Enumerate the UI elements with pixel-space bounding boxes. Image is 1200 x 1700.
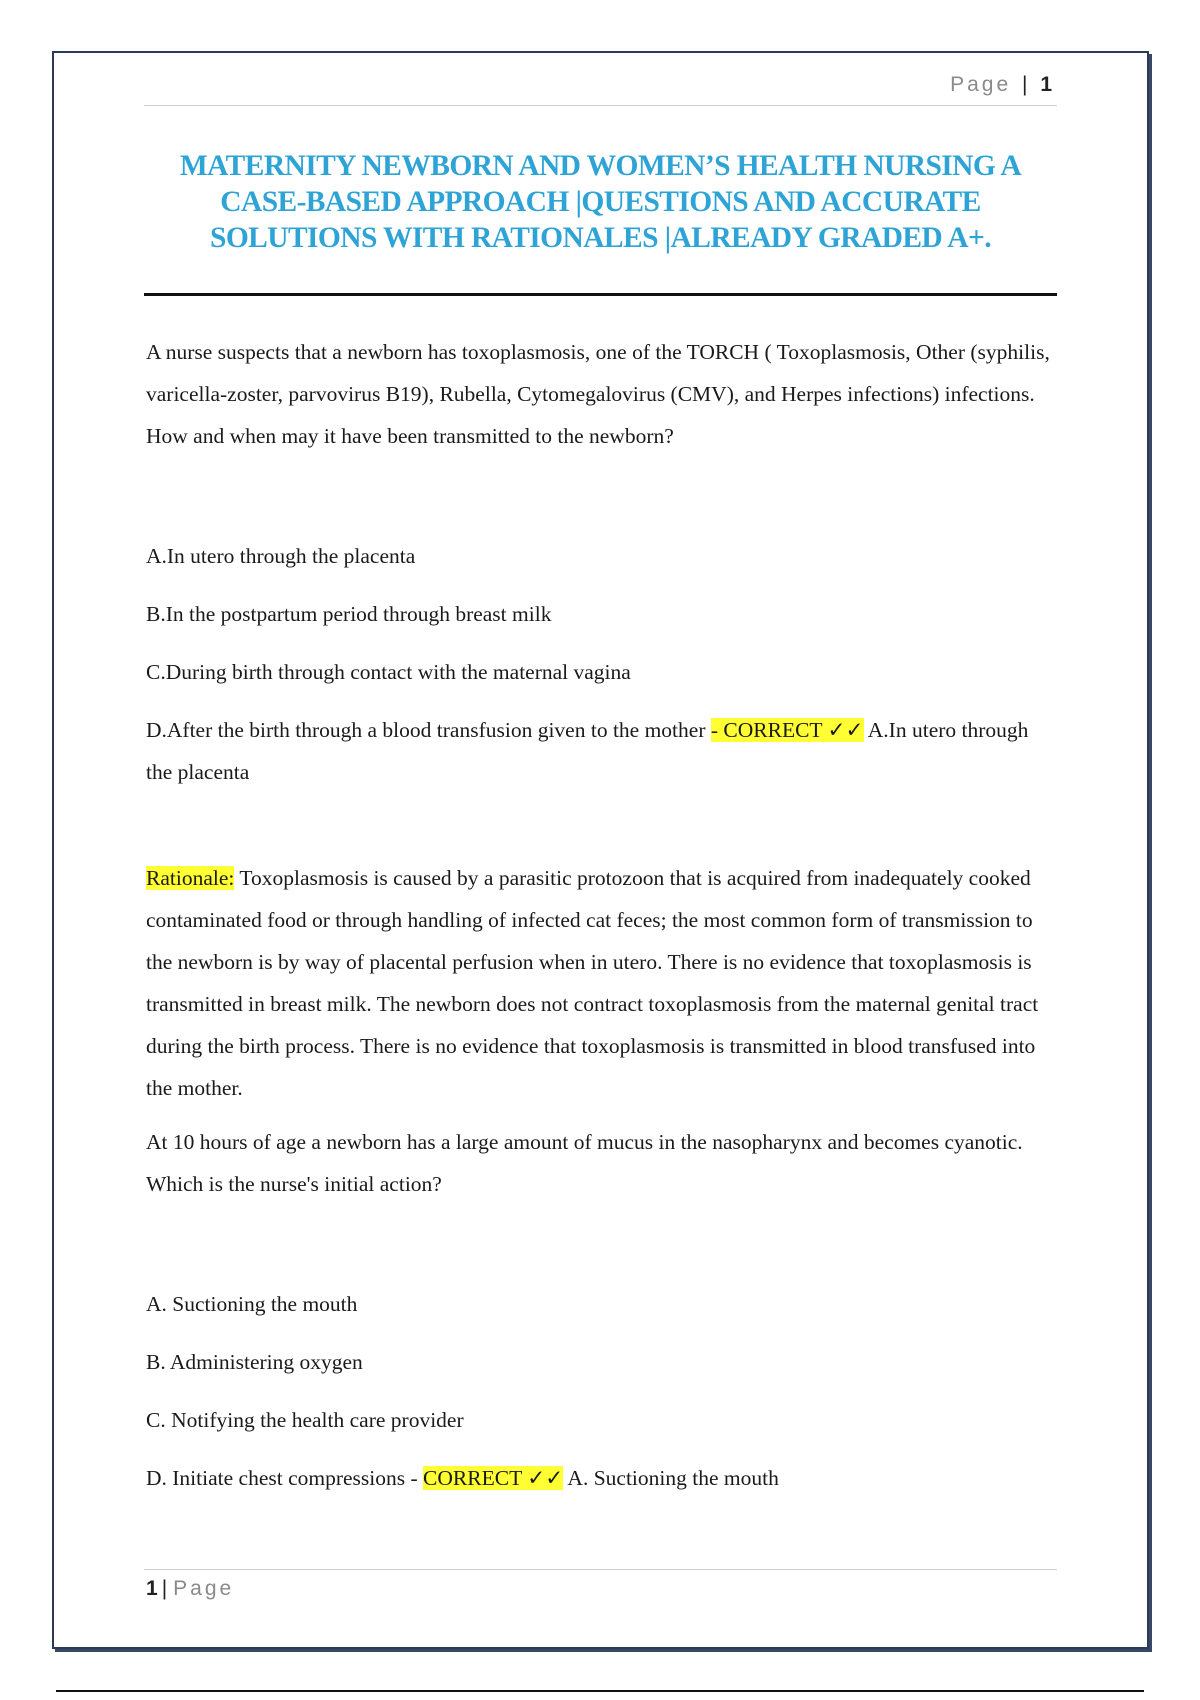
footer-divider: [144, 1569, 1057, 1570]
rationale-label: Rationale:: [146, 866, 235, 890]
title-divider: [144, 293, 1057, 296]
header-page-num: 1: [1040, 73, 1052, 96]
q2-question: At 10 hours of age a newborn has a large amount of mucus in the nasopharynx and becomes cyanotic. Which is the nurse's initial action?: [146, 1130, 1023, 1196]
q1-option-d: [146, 709, 1057, 793]
q1-question: A nurse suspects that a newborn has toxoplasmosis, one of the TORCH ( Toxoplasmosis, Other (syphilis, varicella-zoster, parvovirus B19), Rubella, Cytomegalovirus (CMV), and Herpes infections) infections. How and when may it have been transmitted to the newborn?: [146, 340, 1050, 448]
q1-option-b: B.In the postpartum period through breast milk: [146, 602, 552, 626]
q2-option-d-text: D. Initiate chest compressions -: [146, 1466, 418, 1490]
q1-option-c: C.During birth through contact with the maternal vagina: [146, 660, 631, 684]
header-divider: [144, 105, 1057, 106]
header-page-word: Page: [950, 73, 1012, 96]
document-title: MATERNITY NEWBORN AND WOMEN’S HEALTH NURSING A CASE-BASED APPROACH |QUESTIONS AND ACCURATE SOLUTIONS WITH RATIONALES |ALREADY GRADED A+.: [179, 150, 1022, 254]
q1-correct-answer: A.In utero through the placenta: [146, 718, 1029, 784]
q2-option-b: B. Administering oxygen: [146, 1350, 363, 1374]
footer-separator: |: [161, 1577, 168, 1600]
q1-correct-marker: - CORRECT ✓✓: [710, 718, 864, 742]
footer-page-word: Page: [173, 1577, 235, 1600]
q2-option-a: A. Suctioning the mouth: [146, 1292, 358, 1316]
header-separator: |: [1022, 73, 1028, 96]
q1-option-d-text: D.After the birth through a blood transfusion given to the mother: [146, 718, 706, 742]
header-page-number: [950, 73, 1052, 97]
footer-page-number: [146, 1577, 234, 1601]
q2-correct-answer: A. Suctioning the mouth: [567, 1466, 779, 1490]
document-page: [52, 51, 1149, 1649]
rationale-text: Toxoplasmosis is caused by a parasitic protozoon that is acquired from inadequately cooked contaminated food or through handling of infected cat feces; the most common form of transmission to the newborn is by way of placental perfusion when in utero. There is no evidence that toxoplasmosis is transmitted in breast milk. The newborn does not contract toxoplasmosis from the maternal genital tract during the birth process. There is no evidence that toxoplasmosis is transmitted in blood transfused into the mother.: [146, 866, 1039, 1100]
q2-correct-marker: CORRECT ✓✓: [423, 1466, 564, 1490]
q2-option-d: [146, 1457, 1057, 1499]
spacer: [146, 793, 1057, 857]
next-page-edge: [56, 1690, 1144, 1692]
q1-rationale: [146, 857, 1057, 1109]
spacer: [146, 457, 1057, 527]
q1-option-a: A.In utero through the placenta: [146, 544, 416, 568]
footer-page-num: 1: [146, 1577, 158, 1600]
q2-option-c: C. Notifying the health care provider: [146, 1408, 464, 1432]
spacer: [146, 1205, 1057, 1275]
document-body: [146, 331, 1057, 1499]
